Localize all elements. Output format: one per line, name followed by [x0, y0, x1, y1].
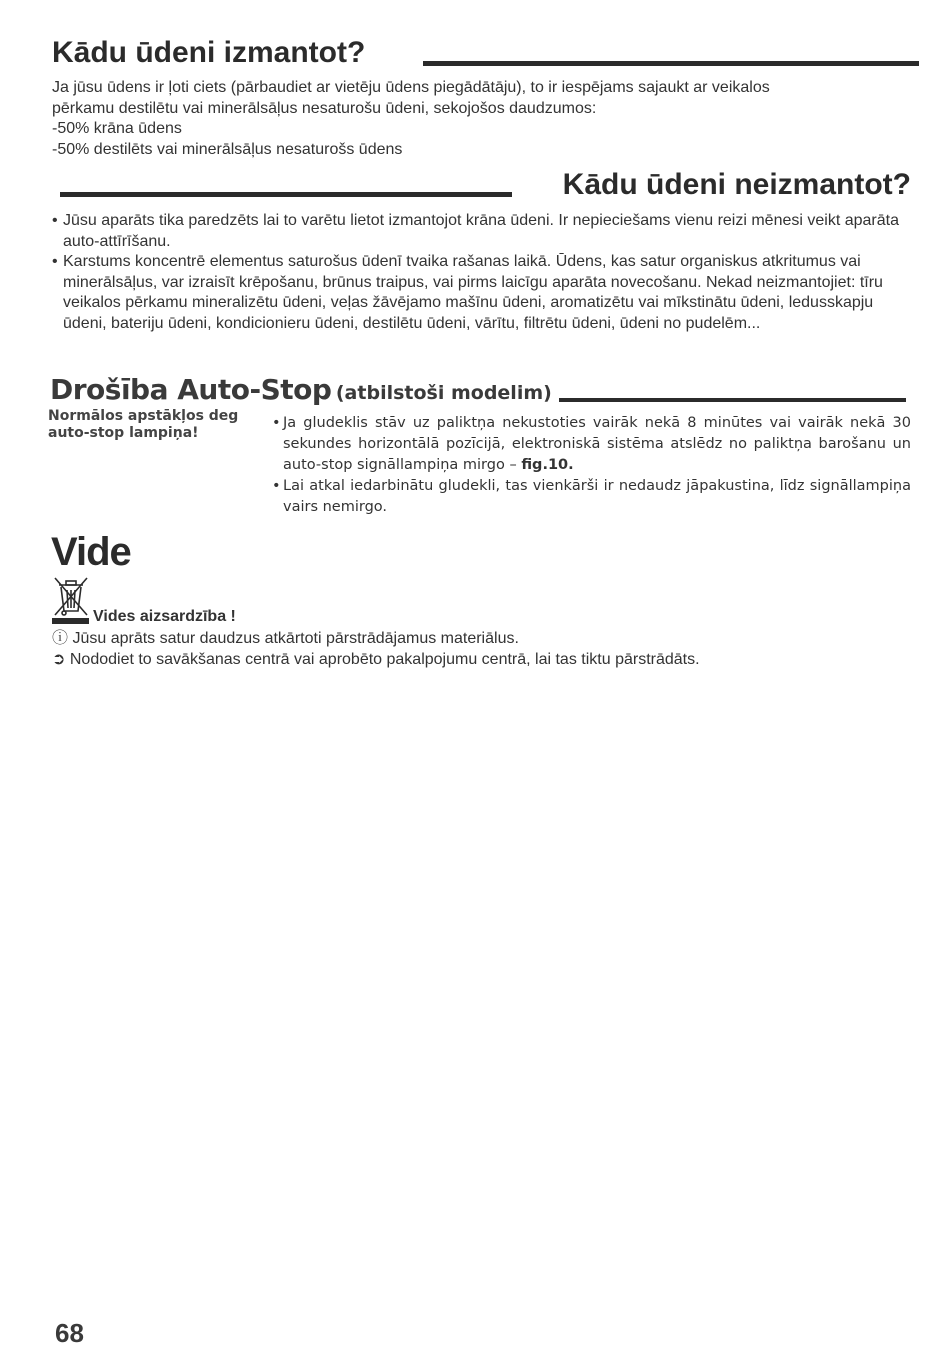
text-line: -50% destilēts vai minerālsāļus nesaturošs ūdens — [52, 140, 403, 158]
text-line: -50% krāna ūdens — [52, 120, 182, 137]
environment-protection-label: Vides aizsardzība ! — [93, 608, 236, 625]
page-number: 68 — [55, 1318, 84, 1348]
figure-reference: fig.10. — [521, 457, 574, 473]
text-line: pērkamu destilētu vai minerālsāļus nesaturošu ūdeni, sekojošos daudzumos: — [52, 99, 597, 117]
info-line — [52, 627, 519, 649]
list-item: • Karstums koncentrē elementus saturošus ūdenī tvaika rašanas laikā. Ūdens, kas satur organiskus atkritumus vai minerālsāļus, var izraisīt krēpošanu, brūnus traipus, vai pirms laicīgu aparāta novecošanu. Nekad neizmantojiet: tīru veikalos pērkamu mineralizētu ūdeni, veļas žāvējamo mašīnu ūdeni, aromatizētu vai mīkstinātu ūdeni, ledusskapju ūdeni, bateriju ūdeni, kondicionieru ūdeni, destilētu ūdeni, vārītu, filtrētu ūdeni, ūdeni no pudelēm... — [52, 252, 910, 334]
text-line: Ja jūsu ūdens ir ļoti ciets (pārbaudiet ar vietēju ūdens piegādātāju), to ir iespējams sajaukt ar veikalos — [52, 79, 770, 96]
auto-stop-title: Drošība Auto-Stop — [50, 373, 332, 406]
action-text: Nododiet to savākšanas centrā vai aprobēto pakalpojumu centrā, lai tas tiktu pārstrādāts. — [69, 651, 700, 668]
title-rule — [423, 61, 919, 66]
info-icon: ⓘ — [52, 628, 69, 647]
auto-stop-list — [272, 413, 911, 518]
auto-stop-note: Normālos apstākļos deg auto-stop lampiņa! — [48, 408, 239, 441]
action-line — [52, 648, 700, 670]
crossed-out-wheelie-bin-icon — [51, 575, 91, 625]
list-item: • Jūsu aparāts tika paredzēts lai to varētu lietot izmantojot krāna ūdeni. Ir nepieciešams vienu reizi mēnesi veikt aparāta auto-attīrīšanu. — [52, 211, 910, 252]
list-item: • Ja gludeklis stāv uz paliktņa nekustoties vairāk nekā 8 minūtes vai vairāk nekā 30 sekundes horizontālā pozīcijā, elektroniskā sistēma atslēdz no paliktņa barošanu un auto-stop signāllampiņa mirgo – fig.10. — [272, 413, 911, 476]
auto-stop-heading — [50, 373, 552, 406]
auto-stop-subtitle: (atbilstoši modelim) — [335, 382, 552, 404]
list-item: • Lai atkal iedarbinātu gludekli, tas vienkārši ir nedaudz jāpakustina, līdz signāllampiņa vairs nemirgo. — [272, 476, 911, 518]
title-rule — [559, 398, 906, 402]
water-not-to-use-list — [52, 211, 910, 334]
section-title-water-not-to-use: Kādu ūdeni neizmantot? — [562, 168, 911, 201]
section-title-water-to-use: Kādu ūdeni izmantot? — [52, 36, 366, 69]
water-to-use-text — [52, 78, 912, 160]
section-title-environment: Vide — [51, 530, 131, 574]
arrow-icon: ➲ — [52, 649, 66, 668]
title-rule — [60, 192, 512, 197]
info-text: Jūsu aprāts satur daudzus atkārtoti pārstrādājamus materiālus. — [72, 630, 519, 647]
